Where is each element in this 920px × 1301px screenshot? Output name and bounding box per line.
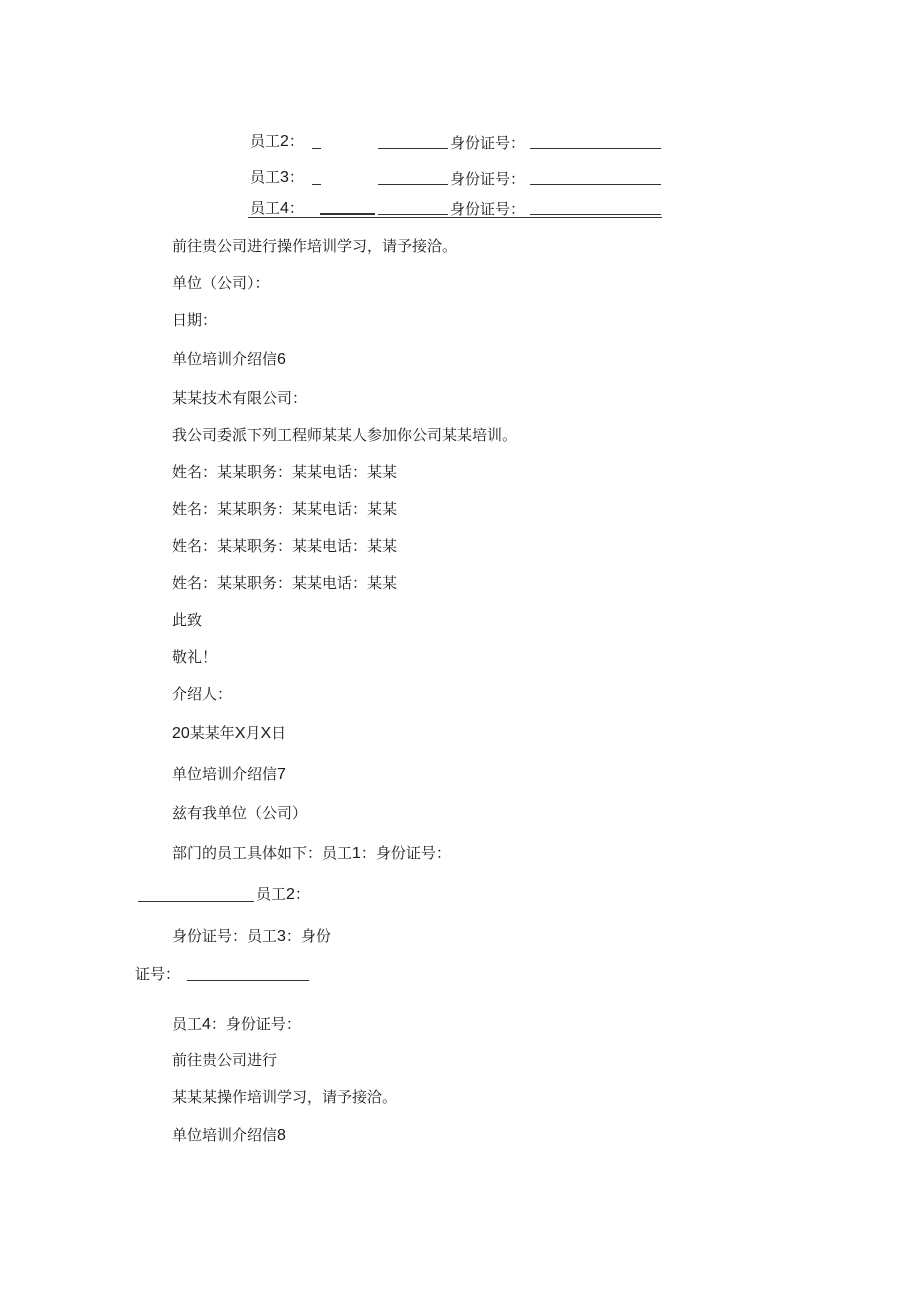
id-blank-underline [530,148,661,149]
blank-underline [312,184,321,185]
id-label: 身份证号： [450,134,526,152]
blank-underline-bold [320,213,375,215]
visit-line-1: 前往贵公司进行 [172,1051,278,1069]
letter-6-title: 单位培训介绍信6 [172,350,286,368]
employee-colon: ： [288,168,304,186]
blank-underline [378,148,448,149]
cert-label: 证号： [135,965,181,983]
employee-label: 员工 [250,132,281,150]
id-blank-underline [530,214,661,215]
employee-label: 员工 [250,168,281,186]
closing-regards: 敬礼！ [172,648,218,666]
letter-body: 我公司委派下列工程师某某人参加你公司某某培训。 [172,426,518,444]
blank-underline [138,901,254,902]
employee-row-4 [250,198,304,219]
person-row: 姓名：某某职务：某某电话：某某 [172,537,398,555]
employee-4-line: 员工4：身份证号： [172,1015,301,1033]
addressee: 某某技术有限公司： [172,389,308,407]
letter-7-title: 单位培训介绍信7 [172,765,286,783]
person-row: 姓名：某某职务：某某电话：某某 [172,500,398,518]
id-label: 身份证号： [450,200,526,218]
employee-number: 3 [280,169,289,186]
employee-row-3 [250,167,304,188]
employee-colon: ： [288,199,304,217]
id-blank-underline [530,184,661,185]
employee-2-line: 员工2： [256,885,310,903]
visit-line-2: 某某某操作培训学习，请予接洽。 [172,1088,398,1106]
id-employee-3-line: 身份证号：员工3：身份 [172,927,331,945]
blank-underline [187,980,309,981]
blank-underline [312,148,321,149]
introducer-label: 介绍人： [172,685,233,703]
blank-underline [378,214,448,215]
dept-line: 部门的员工具体如下：员工1：身份证号： [172,844,451,862]
employee-label: 员工 [250,199,281,217]
employee-number: 2 [280,133,289,150]
table-bottom-rule [248,217,662,218]
letter-8-title: 单位培训介绍信8 [172,1126,286,1144]
person-row: 姓名：某某职务：某某电话：某某 [172,574,398,592]
date-line: 日期： [172,311,218,329]
person-row: 姓名：某某职务：某某电话：某某 [172,463,398,481]
employee-number: 4 [280,200,289,217]
intro-line: 兹有我单位（公司） [172,804,308,822]
employee-row-2 [250,131,304,152]
visit-line: 前往贵公司进行操作培训学习，请予接洽。 [172,237,458,255]
id-label: 身份证号： [450,170,526,188]
closing-salutation: 此致 [172,611,203,629]
blank-underline [378,184,448,185]
unit-line: 单位（公司）： [172,274,270,292]
letter-date: 20某某年X月X日 [172,724,287,742]
employee-colon: ： [288,132,304,150]
